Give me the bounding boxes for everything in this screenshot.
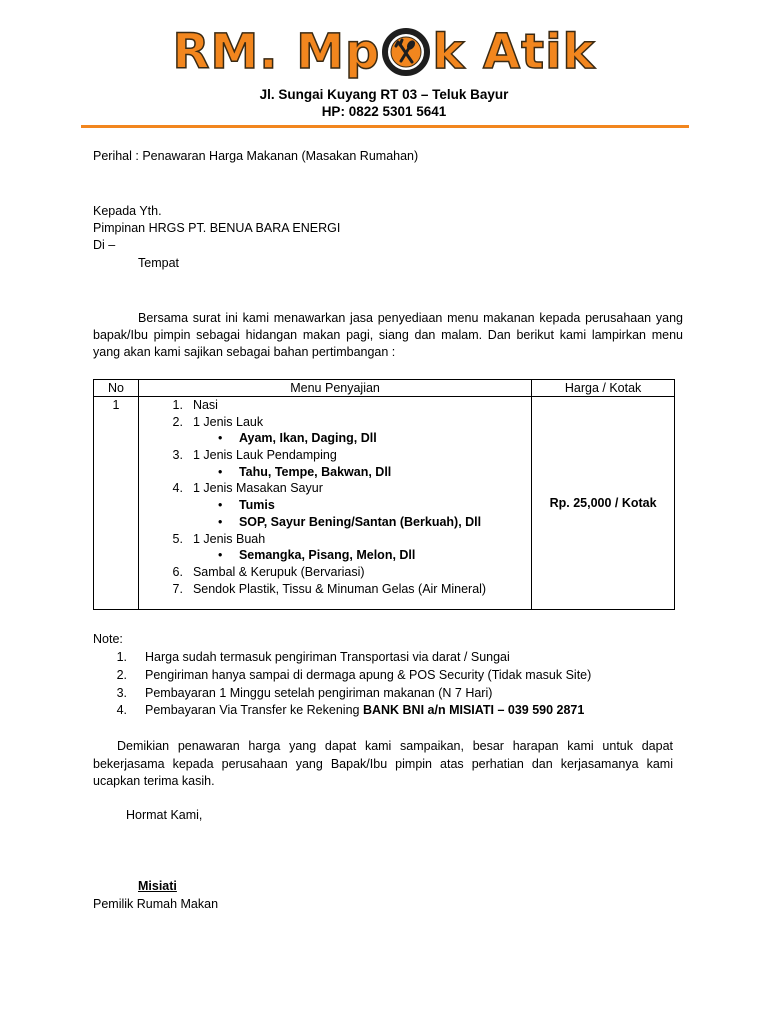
note-item [93,702,693,720]
menu-list [139,397,531,597]
note-item [93,649,693,667]
bullet-icon: • [217,464,223,479]
menu-sub-item [139,464,531,481]
recipient-place: Tempat [138,256,179,270]
intro-text: Bersama surat ini kami menawarkan jasa penyediaan menu makanan kepada perusahaan yang bapak/Ibu pimpin sebagai hidangan makan pagi, siang dan malam. Dan berikut kami lampirkan menu yang akan kami sajikan sebagai bahan pertimbangan : [93,311,683,360]
menu-sub-item [139,547,531,564]
recipient-block [93,203,340,254]
menu-item-label: 1 Jenis Buah [192,531,266,546]
note-text-wrap [145,649,510,667]
note-number: 2. [116,667,127,682]
menu-item [139,564,531,581]
bullet-icon: • [217,431,223,446]
menu-table [93,379,675,610]
menu-item-number: 4. [172,481,183,496]
menu-item-label: Nasi [192,398,218,412]
menu-item-number: 5. [172,531,183,546]
recipient-line: Kepada Yth. [93,204,162,218]
menu-sub-item-label: Semangka, Pisang, Melon, Dll [238,548,416,563]
address: Jl. Sungai Kuyang RT 03 – Teluk Bayur [259,87,509,102]
menu-item [139,480,531,497]
price-cell: Rp. 25,000 / Kotak [532,397,675,610]
menu-sub-item [139,497,531,514]
note-text-wrap [145,702,584,720]
header-price: Harga / Kotak [532,380,675,397]
logo [173,22,596,82]
header-menu: Menu Penyajian [138,380,531,397]
menu-sub-item-label: Ayam, Ikan, Daging, Dll [238,431,377,446]
closing-text: Demikian penawaran harga yang dapat kami sampaikan, besar harapan kami untuk dapat bekerjasama kepada perusahaan yang Bapak/Ibu pimpin atas perhatian dan kerjasamanya kami ucapkan terima kasih. [93,739,673,788]
note-text-wrap [145,667,591,685]
note-text: Pembayaran Via Transfer ke Rekening [145,703,363,718]
menu-item-number: 6. [172,564,183,579]
menu-item-label: 1 Jenis Masakan Sayur [192,481,323,496]
menu-sub-item-label: SOP, Sayur Bening/Santan (Berkuah), Dll [238,514,482,529]
intro-paragraph [93,310,683,362]
note-text-wrap [145,685,492,703]
note-number: 1. [116,650,127,664]
logo-text-left: RM. Mp [172,24,381,80]
menu-cell [138,397,531,610]
note-text: Pengiriman hanya sampai di dermaga apung & POS Security (Tidak masuk Site) [145,667,592,682]
bullet-icon: • [217,514,223,529]
note-item [93,667,693,685]
table-row [94,397,675,610]
menu-item-label: 1 Jenis Lauk Pendamping [192,448,337,463]
menu-item [139,447,531,464]
menu-item-number: 2. [172,414,183,429]
note-text: Pembayaran 1 Minggu setelah pengiriman makanan (N 7 Hari) [145,685,493,700]
bullet-icon: • [217,548,223,563]
signer-name: Misiati [138,879,177,893]
closing-salutation: Hormat Kami, [126,808,203,822]
subject-line: Perihal : Penawaran Harga Makanan (Masakan Rumahan) [93,149,419,163]
note-title: Note: [93,632,123,646]
menu-item [139,531,531,548]
plate-fork-spoon-icon [381,27,431,77]
note-number: 4. [116,703,127,718]
recipient-line: Pimpinan HRGS PT. BENUA BARA ENERGI [93,221,341,235]
menu-item-label: Sambal & Kerupuk (Bervariasi) [192,564,365,579]
menu-sub-item-label: Tumis [238,498,275,513]
menu-item [139,414,531,431]
menu-sub-item-label: Tahu, Tempe, Bakwan, Dll [238,464,392,479]
closing-paragraph [93,738,673,791]
menu-sub-item [139,514,531,531]
menu-sub-item [139,430,531,447]
menu-item-label: Sendok Plastik, Tissu & Minuman Gelas (Air Mineral) [192,581,487,596]
note-number: 3. [116,685,127,700]
phone: HP: 0822 5301 5641 [321,104,447,119]
note-item [93,685,693,703]
signer-title: Pemilik Rumah Makan [93,897,219,911]
recipient-line: Di – [93,238,116,252]
menu-item-number: 1. [172,398,183,412]
note-bank-account: BANK BNI a/n MISIATI – 039 590 2871 [362,703,585,718]
menu-item-label: 1 Jenis Lauk [192,414,264,429]
logo-text-right: k Atik [432,24,596,80]
table-header-row [94,380,675,397]
row-number: 1 [94,397,139,610]
notes-list [93,649,693,720]
header-divider [81,125,689,128]
menu-item-number: 3. [172,448,183,463]
bullet-icon: • [217,498,223,513]
note-text: Harga sudah termasuk pengiriman Transportasi via darat / Sungai [145,650,510,664]
letterhead [0,22,768,120]
header-no: No [94,380,139,397]
menu-item [139,581,531,598]
menu-item-number: 7. [172,581,183,596]
menu-item [139,397,531,414]
